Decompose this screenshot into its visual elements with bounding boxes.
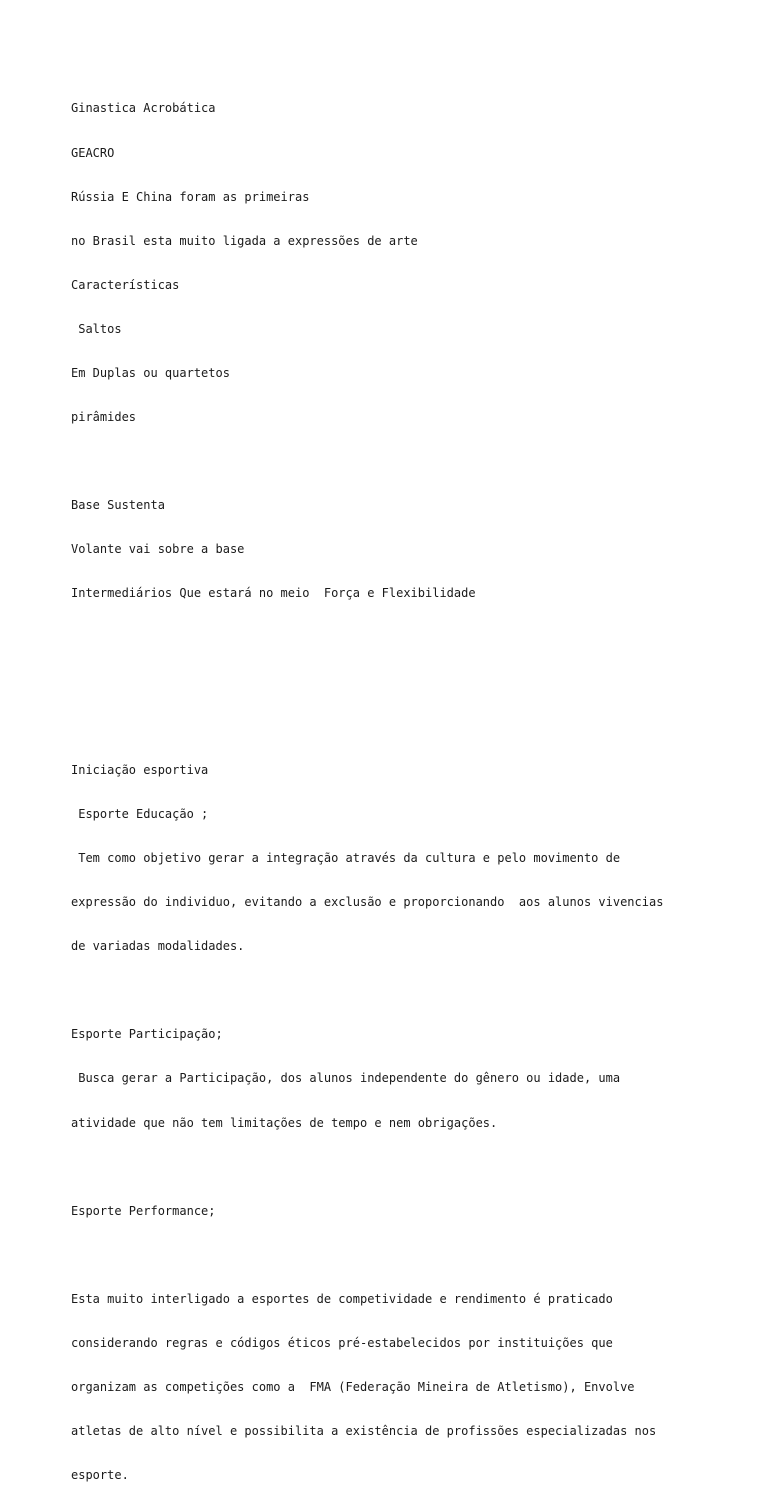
doc-subheading: Esporte Performance; <box>71 1203 216 1218</box>
doc-line: atividade que não tem limitações de tempo e nem obrigações. <box>71 1115 498 1130</box>
doc-blank-line <box>71 631 751 646</box>
doc-blank-line <box>71 454 751 469</box>
doc-section-heading: Iniciação esportiva <box>71 762 209 777</box>
doc-line: expressão do individuo, evitando a exclusão e proporcionando aos alunos vivencias <box>71 895 664 910</box>
doc-blank-line <box>71 675 751 690</box>
doc-title: Ginastica Acrobática <box>71 101 216 116</box>
doc-line: no Brasil esta muito ligada a expressões de arte <box>71 233 418 248</box>
doc-line: pirâmides <box>71 410 137 425</box>
doc-line: de variadas modalidades. <box>71 939 245 954</box>
doc-line: Volante vai sobre a base <box>71 542 245 557</box>
doc-line: Base Sustenta <box>71 498 165 513</box>
doc-line: Esta muito interligado a esportes de competividade e rendimento é praticado <box>71 1291 613 1306</box>
doc-line: Características <box>71 277 180 292</box>
doc-line: atletas de alto nível e possibilita a existência de profissões especializadas nos <box>71 1424 657 1439</box>
doc-line: Rússia E China foram as primeiras <box>71 189 310 204</box>
doc-line: organizam as competições como a FMA (Federação Mineira de Atletismo), Envolve <box>71 1380 635 1395</box>
doc-line: Saltos <box>71 321 122 336</box>
doc-blank-line <box>71 719 751 734</box>
doc-line: esporte. <box>71 1468 129 1483</box>
doc-line: Em Duplas ou quartetos <box>71 365 230 380</box>
doc-line: Tem como objetivo gerar a integração através da cultura e pelo movimento de <box>71 851 621 865</box>
doc-line: GEACRO <box>71 145 115 160</box>
doc-blank-line <box>71 983 751 998</box>
doc-blank-line <box>71 1248 751 1263</box>
doc-subheading: Esporte Participação; <box>71 1027 223 1042</box>
doc-blank-line <box>71 1160 751 1175</box>
document-body <box>71 72 751 1512</box>
doc-subheading: Esporte Educação ; <box>71 806 209 821</box>
doc-line: considerando regras e códigos éticos pré-estabelecidos por instituições que <box>71 1336 613 1351</box>
doc-line: Intermediários Que estará no meio Força e Flexibilidade <box>71 586 476 601</box>
doc-line: Busca gerar a Participação, dos alunos independente do gênero ou idade, uma <box>71 1071 621 1086</box>
